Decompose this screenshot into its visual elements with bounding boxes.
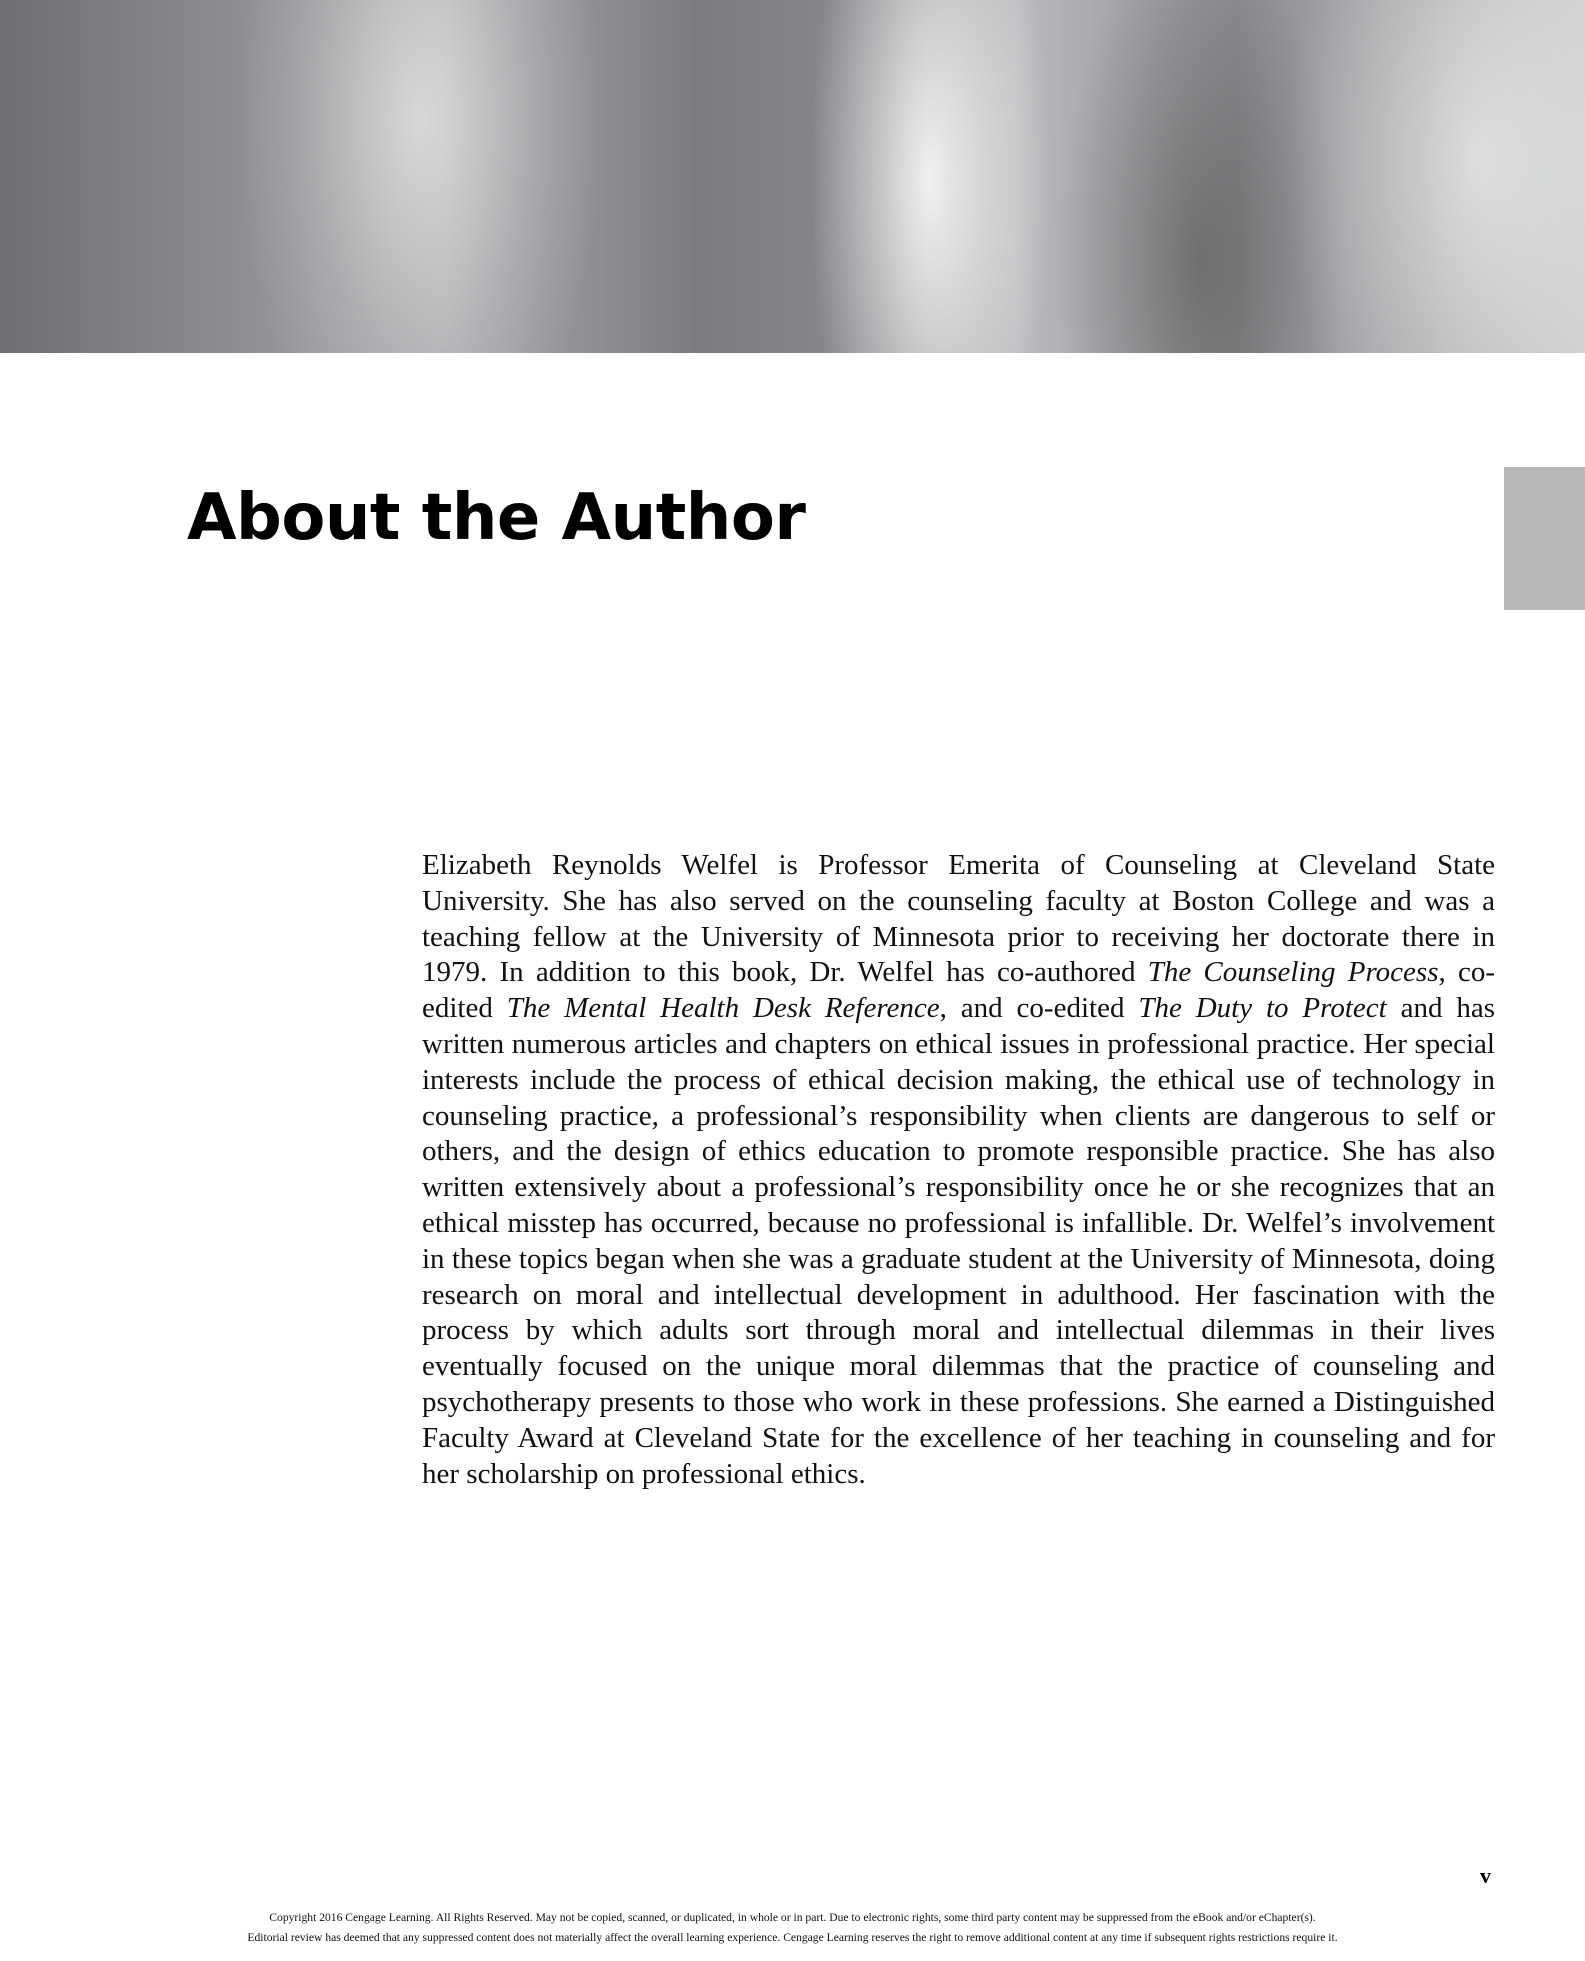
page-title: About the Author: [187, 481, 806, 555]
bio-text-2: , co-edited: [422, 956, 1495, 1025]
bio-text-1: Elizabeth Reynolds Welfel is Professor Emerita of Counseling at Cleveland State University. She has also served on the counseling faculty at Boston College and was a teaching fellow at the University of Minnesota prior to receiving her doctorate there in 1979. In addition to this book, Dr. Welfel has co-authored: [422, 849, 1495, 989]
book-title-counseling-process: The Counseling Process: [1147, 956, 1439, 989]
book-title-duty-to-protect: The Duty to Protect: [1138, 992, 1387, 1025]
bio-text-4: and has written numerous articles and chapters on ethical issues in professional practice. Her special interests include the process of ethical decision making, the ethical use of technology in counseling practice, a professional’s responsibility when clients are dangerous to self or others, and the design of ethics education to promote responsible practice. She has also written extensively about a professional’s responsibility once he or she recognizes that an ethical misstep has occurred, because no professional is infallible. Dr. Welfel’s involvement in these topics began when she was a graduate student at the University of Minnesota, doing research on moral and intellectual development in adulthood. Her fascination with the process by which adults sort through moral and intellectual dilemmas in their lives eventually focused on the unique moral dilemmas that the practice of counseling and psychotherapy presents to those who work in these professions. She earned a Distinguished Faculty Award at Cleveland State for the excellence of her teaching in counseling and for her scholarship on professional ethics.: [422, 992, 1496, 1490]
side-thumb-tab: [1504, 467, 1585, 610]
page-number: v: [1480, 1863, 1491, 1888]
copyright-footer: [0, 1908, 1585, 1948]
author-bio: [422, 848, 1495, 1492]
book-title-mental-health-desk-reference: The Mental Health Desk Reference: [506, 992, 940, 1025]
copyright-line-1: Copyright 2016 Cengage Learning. All Rights Reserved. May not be copied, scanned, or duplicated, in whole or in part. Due to electronic rights, some third party content may be suppressed from the eBook and/or eChapter(s).: [269, 1911, 1316, 1924]
copyright-line-2: Editorial review has deemed that any suppressed content does not materially affect the overall learning experience. Cengage Learning reserves the right to remove additional content at any time if subsequent rights restrictions require it.: [247, 1931, 1338, 1944]
bio-text-3: , and co-edited: [939, 992, 1139, 1025]
header-banner-image: [0, 0, 1585, 353]
